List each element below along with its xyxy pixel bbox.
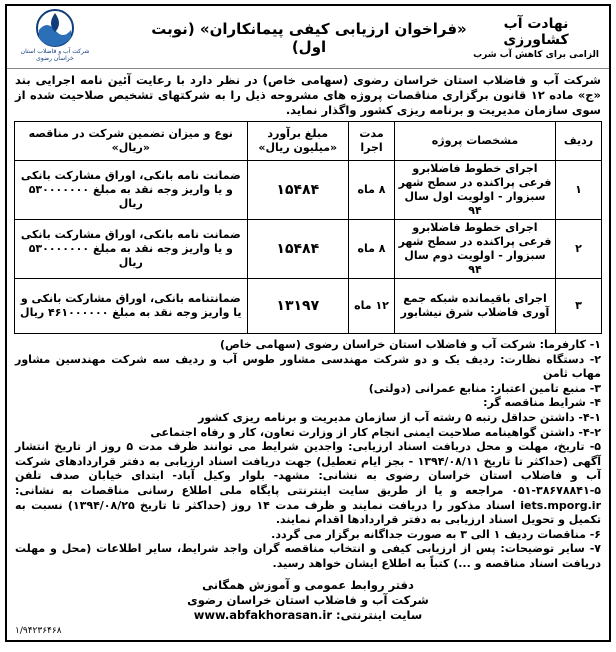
notice-title: «فراخوان ارزیابی کیفی پیمانکاران» (نوبت اول)	[151, 20, 467, 56]
motto-line1: نهادت آب کشاورزی	[503, 16, 569, 48]
header-estimate: مبلغ برآورد «میلیون ریال»	[247, 122, 348, 161]
projects-table	[14, 121, 602, 334]
website-label: سایت اینترنتی:	[336, 607, 423, 622]
condition-item: ۵- تاریخ، مهلت و محل دریافت اسناد ارزیابی: واجدین شرایط می توانند ظرف مدت ۵ روز از تاریخ انتشار آگهی (حداکثر تا تاریخ ۱۳۹۴/۰۸/۱۱ - بجز ایام تعطیل) جهت دریافت اسناد ارزیابی به دفتر قراردادهای شرکت آب و فاضلاب استان خراسان رضوی به نشانی: مشهد- بلوار وکیل آباد- ابتدای خیابان صدف تلفن ۵-۳۸۶۷۸۸۴۱-۰۵۱ مراجعه و یا از طریق سایت اینترنتی پایگاه ملی اطلاع رسانی مناقصات به نشانی: iets.mporg.ir اسناد مذکور را دریافت نمایند و ظرف مدت ۱۴ روز (حداکثر تا تاریخ ۱۳۹۴/۰۸/۲۵) نسبت به تکمیل و تحویل اسناد ارزیابی به دفتر قراردادها اقدام نمایند.	[15, 440, 601, 527]
conditions-list	[7, 334, 609, 572]
project-spec: اجرای خطوط فاضلابرو فرعی پراکنده در سطح شهر سبزوار - اولویت دوم سال ۹۴	[395, 220, 556, 279]
table-row	[15, 161, 602, 220]
company-logo	[15, 8, 95, 66]
motto	[471, 16, 601, 60]
condition-item: ۷- سایر توضیحات: پس از ارزیابی کیفی و انتخاب مناقصه گران واجد شرایط، سایر اطلاعات (محل و مهلت دریافت اسناد مناقصه و ...) کتباً به اطلاع ایشان خواهد رسید.	[15, 542, 601, 570]
condition-item: ۴- شرایط مناقصه گر:	[483, 396, 601, 410]
project-duration: ۸ ماه	[348, 161, 394, 220]
header-row-number: ردیف	[555, 122, 601, 161]
project-spec: اجرای باقیمانده شبکه جمع آوری فاضلاب شرق نیشابور	[395, 279, 556, 334]
project-spec: اجرای خطوط فاضلابرو فرعی پراکنده در سطح شهر سبزوار - اولویت اول سال ۹۴	[395, 161, 556, 220]
website-link[interactable]: www.abfakhorasan.ir	[193, 607, 332, 622]
condition-item: ۲- دستگاه نظارت: ردیف یک و دو شرکت مهندسی مشاور طوس آب و ردیف سه شرکت مهندسین مشاور مهاب ثامن	[15, 352, 601, 381]
table-header-row	[15, 122, 602, 161]
footer-website	[7, 608, 609, 623]
condition-item: ۴-۱- داشتن حداقل رتبه ۵ رشته آب از سازمان مدیریت و برنامه ریزی کشور	[198, 410, 601, 424]
motto-line2: الزامی برای کاهش آب شرب	[473, 50, 599, 60]
project-guarantee: ضمانت نامه بانکی، اوراق مشارکت بانکی و یا واریز وجه نقد به مبلغ ۵۳۰۰۰۰۰۰۰ ریال	[15, 161, 248, 220]
condition-item: ۴-۲- داشتن گواهینامه صلاحیت ایمنی انجام کار از وزارت تعاون، کار و رفاه اجتماعی	[150, 425, 601, 439]
project-estimate: ۱۵۴۸۴	[247, 161, 348, 220]
project-estimate: ۱۳۱۹۷	[247, 279, 348, 334]
project-guarantee: ضمانت نامه بانکی، اوراق مشارکت بانکی و یا واریز وجه نقد به مبلغ ۵۳۰۰۰۰۰۰۰ ریال	[15, 220, 248, 279]
project-estimate: ۱۵۴۸۴	[247, 220, 348, 279]
table-row	[15, 279, 602, 334]
intro-paragraph: شرکت آب و فاضلاب استان خراسان رضوی (سهامی خاص) در نظر دارد با رعایت آئین نامه اجرایی بند «ج» ماده ۱۲ قانون برگزاری مناقصات پروژه های مشروحه ذیل را به شرکتهای تشخیص صلاحیت شده از سوی سازمان مدیریت و برنامه ریزی کشور واگذار نماید.	[15, 73, 601, 117]
notice-header	[7, 6, 609, 69]
table-row	[15, 220, 602, 279]
row-number: ۱	[555, 161, 601, 220]
logo-text: شرکت آب و فاضلاب استان خراسان رضوی	[20, 48, 90, 62]
notice-code: ۱/۹۴۲۳۶۴۶۸	[15, 626, 62, 636]
notice-footer	[7, 578, 609, 623]
condition-item: ۶- مناقصات ردیف ۱ الی ۳ به صورت جداگانه برگزار می گردد.	[271, 527, 601, 541]
header-spec: مشخصات پروژه	[395, 122, 556, 161]
footer-company: شرکت آب و فاضلاب استان خراسان رضوی	[187, 592, 429, 607]
project-duration: ۸ ماه	[348, 220, 394, 279]
row-number: ۲	[555, 220, 601, 279]
condition-item: ۱- کارفرما: شرکت آب و فاضلاب استان خراسان رضوی (سهامی خاص)	[219, 338, 601, 351]
project-duration: ۱۲ ماه	[348, 279, 394, 334]
row-number: ۳	[555, 279, 601, 334]
footer-department: دفتر روابط عمومی و آموزش همگانی	[202, 577, 414, 592]
water-drop-logo-icon	[33, 8, 77, 48]
tender-notice	[5, 4, 611, 642]
header-duration: مدت اجرا	[348, 122, 394, 161]
header-guarantee: نوع و میزان تضمین شرکت در مناقصه «ریال»	[15, 122, 248, 161]
project-guarantee: ضمانتنامه بانکی، اوراق مشارکت بانکی و یا واریز وجه نقد به مبلغ ۴۶۱۰۰۰۰۰۰ ریال	[15, 279, 248, 334]
condition-item: ۳- منبع تامین اعتبار: منابع عمرانی (دولتی)	[368, 381, 601, 395]
